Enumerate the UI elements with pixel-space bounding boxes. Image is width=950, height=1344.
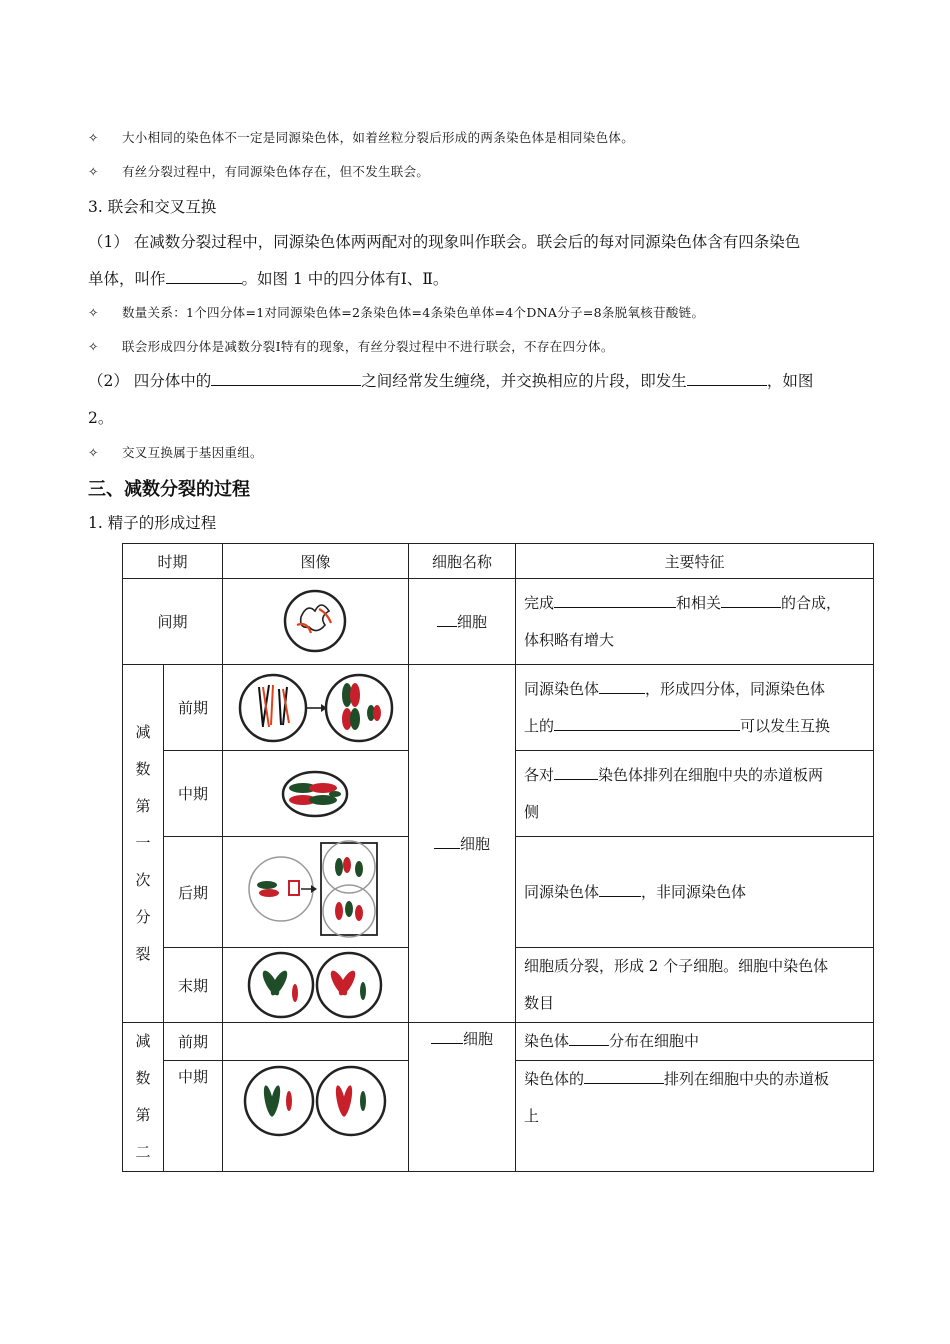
label-meiosis1: 减 数 第 一 次 分 裂 [123, 665, 164, 1023]
period-anaphase1: 后期 [164, 837, 223, 948]
cellname-interphase: 细胞 [409, 579, 516, 665]
bullet-icon: ✧ [88, 130, 99, 145]
paragraph-1b: 单体，叫作 。如图 1 中的四分体有Ⅰ、Ⅱ。 [88, 267, 448, 289]
image-metaphase1 [223, 751, 409, 837]
fill-blank[interactable] [599, 881, 641, 897]
anaphase1-cell-image [223, 837, 408, 947]
header-image: 图像 [223, 544, 409, 579]
note-crossing-over: ✧ 交叉互换属于基因重组。 [88, 445, 263, 460]
features-anaphase1: 同源染色体 ，非同源染色体 [516, 837, 874, 948]
metaphase1-cell-image [223, 751, 408, 836]
header-cell-name: 细胞名称 [409, 544, 516, 579]
fill-blank[interactable] [554, 592, 676, 608]
sperm-formation-table [122, 543, 874, 1172]
header-features: 主要特征 [516, 544, 874, 579]
bullet-icon: ✧ [88, 305, 99, 320]
image-anaphase1 [223, 837, 409, 948]
fill-blank[interactable] [687, 370, 767, 387]
period-metaphase1: 中期 [164, 751, 223, 837]
fill-blank[interactable] [569, 1030, 609, 1046]
table-header-row [123, 544, 874, 579]
fill-blank[interactable] [554, 764, 598, 780]
bullet-icon: ✧ [88, 445, 99, 460]
fill-blank[interactable] [599, 678, 645, 694]
image-telophase1 [223, 948, 409, 1023]
label-meiosis2: 减 数 第 二 [123, 1023, 164, 1172]
table-row-interphase [123, 579, 874, 665]
cellname-meiosis2: 细胞 [409, 1023, 516, 1172]
period-prophase1: 前期 [164, 665, 223, 751]
features-prophase2: 染色体 分布在细胞中 [516, 1023, 874, 1061]
telophase1-cell-image [223, 949, 408, 1022]
cellname-meiosis1: 细胞 [409, 665, 516, 1023]
heading-meiosis-process: 三、减数分裂的过程 [88, 479, 250, 500]
note-mitosis: ✧ 有丝分裂过程中，有同源染色体存在，但不发生联会。 [88, 164, 430, 179]
period-interphase: 间期 [123, 579, 223, 665]
subheading-sperm: 1. 精子的形成过程 [88, 514, 217, 532]
fill-blank[interactable] [554, 715, 740, 731]
note-synapsis: ✧ 联会形成四分体是减数分裂I特有的现象，有丝分裂过程中不进行联会，不存在四分体。 [88, 339, 614, 354]
section-title: 3. 联会和交叉互换 [88, 198, 217, 216]
image-interphase [223, 579, 409, 665]
fill-blank[interactable] [434, 833, 460, 849]
fill-blank[interactable] [431, 1028, 463, 1044]
period-metaphase2: 中期 [164, 1061, 223, 1172]
features-telophase1: 细胞质分裂，形成 2 个子细胞。细胞中染色体 数目 [516, 948, 874, 1023]
features-prophase1: 同源染色体 ，形成四分体，同源染色体 上的 可以发生互换 [516, 665, 874, 751]
table-row-prophase1 [123, 665, 874, 751]
bullet-icon: ✧ [88, 339, 99, 354]
image-prophase2 [223, 1023, 409, 1061]
prophase1-cell-image [223, 665, 408, 750]
metaphase2-cell-image [223, 1061, 408, 1141]
interphase-cell-image [223, 579, 408, 664]
features-metaphase2: 染色体的 排列在细胞中央的赤道板 上 [516, 1061, 874, 1172]
fill-blank[interactable] [584, 1068, 664, 1084]
fill-blank[interactable] [166, 268, 242, 285]
features-interphase: 完成 和相关 的合成， 体积略有增大 [516, 579, 874, 665]
period-telophase1: 末期 [164, 948, 223, 1023]
note-homologous-size: ✧ 大小相同的染色体不一定是同源染色体，如着丝粒分裂后形成的两条染色体是相同染色体。 [88, 130, 635, 145]
table-row-prophase2 [123, 1023, 874, 1061]
fill-blank[interactable] [721, 592, 781, 608]
header-period: 时期 [123, 544, 223, 579]
note-quantity: ✧ 数量关系：1个四分体=1对同源染色体=2条染色体=4条染色单体=4个DNA分子=8条脱氧核苷酸链。 [88, 305, 705, 320]
fill-blank[interactable] [437, 611, 457, 627]
fill-blank[interactable] [211, 370, 361, 387]
paragraph-2a: （2） 四分体中的 之间经常发生缠绕，并交换相应的片段，即发生 ，如图 [88, 369, 813, 391]
period-prophase2: 前期 [164, 1023, 223, 1061]
bullet-icon: ✧ [88, 164, 99, 179]
image-metaphase2 [223, 1061, 409, 1172]
image-prophase1 [223, 665, 409, 751]
paragraph-1a: （1） 在减数分裂过程中，同源染色体两两配对的现象叫作联会。联会后的每对同源染色体含有四条染色 [88, 233, 801, 251]
paragraph-2b: 2。 [88, 409, 114, 427]
features-metaphase1: 各对 染色体排列在细胞中央的赤道板两 侧 [516, 751, 874, 837]
